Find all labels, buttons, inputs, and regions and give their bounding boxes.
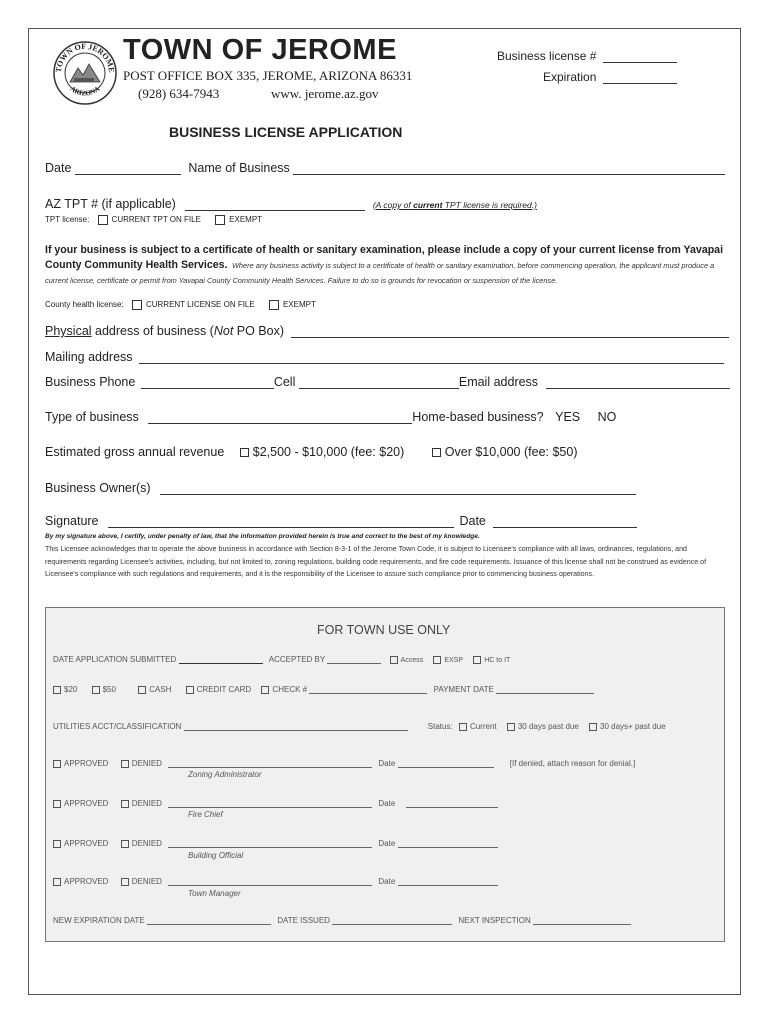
date-label: Date [378,877,396,886]
date-issued-field[interactable] [332,915,452,925]
credit-checkbox[interactable] [186,686,194,694]
tpt-exempt-checkbox[interactable] [215,215,225,225]
svg-text:TOWN OF JEROME: TOWN OF JEROME [53,41,117,74]
date-submitted-field[interactable] [179,654,263,664]
tpt-field[interactable] [185,198,365,211]
status-30plus-checkbox[interactable] [589,723,597,731]
type-row [45,410,616,424]
signature-label: Signature [45,514,99,528]
revenue-row [45,445,578,459]
license-number-field[interactable] [603,50,677,63]
signature-field[interactable] [108,515,454,528]
approval-row-fire [53,798,498,808]
approval-row-zoning [53,758,635,768]
status-30-checkbox[interactable] [507,723,515,731]
physical-label-po: PO Box) [233,324,285,338]
cash-label: CASH [149,685,172,694]
credit-label: CREDIT CARD [196,685,252,694]
role-manager: Town Manager [188,889,241,898]
county-license-row [45,300,316,310]
home-yes-option[interactable]: YES [555,410,581,424]
denied-label: DENIED [131,759,162,768]
hc-label: HC to IT [484,657,511,664]
final-row [53,915,631,925]
new-expiration-field[interactable] [147,915,271,925]
approved-label: APPROVED [64,839,109,848]
owner-row [45,481,636,495]
status-current-checkbox[interactable] [459,723,467,731]
fee20-checkbox[interactable] [53,686,61,694]
revenue-low-checkbox[interactable] [240,448,249,457]
denial-note: [If denied, attach reason for denial.] [509,759,636,768]
approved-label: APPROVED [64,877,109,886]
revenue-high-label: Over $10,000 (fee: $50) [444,445,578,459]
license-label-text: Business license # [497,49,597,63]
signature-row [45,514,637,528]
physical-address-field[interactable] [291,325,729,338]
email-field[interactable] [546,376,730,389]
payment-date-label: PAYMENT DATE [433,685,494,694]
cell-field[interactable] [299,376,459,389]
tpt-license-label: TPT license: [45,215,90,225]
zoning-signature-field[interactable] [168,758,372,768]
form-title: BUSINESS LICENSE APPLICATION [169,124,403,140]
utilities-field[interactable] [184,721,408,731]
exsp-label: EXSP [444,657,464,664]
revenue-low-label: $2,500 - $10,000 (fee: $20) [252,445,405,459]
submitted-row [53,654,510,664]
denied-checkbox[interactable] [121,878,129,886]
mailing-label: Mailing address [45,350,133,364]
phone-row [45,375,730,389]
county-on-file-checkbox[interactable] [132,300,142,310]
role-fire: Fire Chief [188,810,223,819]
revenue-high-checkbox[interactable] [432,448,441,457]
fee20-label: $20 [64,685,78,694]
next-inspection-label: NEXT INSPECTION [458,916,531,925]
tpt-on-file-label: CURRENT TPT ON FILE [111,215,201,225]
approved-checkbox[interactable] [53,878,61,886]
mailing-address-row [45,350,724,364]
denied-checkbox[interactable] [121,800,129,808]
fee50-checkbox[interactable] [92,686,100,694]
manager-signature-field[interactable] [168,876,372,886]
approved-checkbox[interactable] [53,840,61,848]
date-label: Date [378,839,396,848]
tpt-on-file-checkbox[interactable] [98,215,108,225]
check-number-field[interactable] [309,684,427,694]
cash-checkbox[interactable] [138,686,146,694]
denied-checkbox[interactable] [121,840,129,848]
approval-row-building [53,838,498,848]
town-phone: (928) 634-7943 [138,86,220,101]
approved-checkbox[interactable] [53,760,61,768]
physical-label-underlined: Physical [45,324,92,338]
town-use-title: FOR TOWN USE ONLY [317,623,451,637]
tpt-exempt-label: EXEMPT [229,215,263,225]
tpt-row [45,197,537,211]
email-label: Email address [458,375,539,389]
date-label: Date [378,799,396,808]
cell-label: Cell [273,375,296,389]
county-exempt-label: EXEMPT [282,300,316,310]
status-30-label: 30 days past due [517,722,579,731]
approved-label: APPROVED [64,799,109,808]
business-name-label: Name of Business [188,161,290,175]
accepted-by-label: ACCEPTED BY [268,655,326,664]
building-date-field[interactable] [398,838,498,848]
county-on-file-label: CURRENT LICENSE ON FILE [145,300,255,310]
signature-date-label: Date [459,514,486,528]
expiration-label-text: Expiration [543,70,597,84]
tpt-note [373,200,537,210]
svg-text:ARIZONA: ARIZONA [68,84,102,98]
tpt-note-prefix: (A copy of [372,200,414,210]
home-no-option[interactable]: NO [597,410,617,424]
home-based-label: Home-based business? [412,410,544,424]
expiration-field[interactable] [603,71,677,84]
check-label: CHECK # [272,685,308,694]
type-label: Type of business [45,410,139,424]
denied-label: DENIED [131,839,162,848]
check-checkbox[interactable] [261,686,269,694]
county-license-label: County health license: [45,300,124,310]
next-inspection-field[interactable] [533,915,631,925]
tpt-license-row [45,215,262,225]
denied-label: DENIED [131,799,162,808]
date-field[interactable] [75,162,181,175]
approved-label: APPROVED [64,759,109,768]
business-phone-field[interactable] [141,376,274,389]
expiration-label [543,70,677,84]
county-exempt-checkbox[interactable] [269,300,279,310]
accepted-by-field[interactable] [327,654,381,664]
town-name: TOWN OF JEROME [123,34,397,66]
certify-text: By my signature above, I certify, under penalty of law, that the information provided herein is true and correct to the best of my knowledge. [45,533,480,540]
status-current-label: Current [469,722,497,731]
date-label: Date [378,759,396,768]
signature-date-field[interactable] [493,515,637,528]
business-name-field[interactable] [293,162,725,175]
utilities-label: UTILITIES ACCT/CLASSIFICATION [53,722,182,731]
utilities-row [53,721,666,731]
payment-row [53,684,594,694]
tpt-label: AZ TPT # (if applicable) [45,197,176,211]
hc-checkbox[interactable] [473,656,481,664]
denied-label: DENIED [131,877,162,886]
legal-text: This Licensee acknowledges that to operate the above business in accordance with Section 8-3-1 of the Jerome Town Code, it is subject to Licensee's compliance with all laws, ordinances, regulations, and requirements regarding Licensee's activities, including, but not limited to, zoning regulations, building code requirements, and fire code requirements. Issuance of this license shall not be construed as evidence of Licensee's compliance with such regulations and requirements, and it is the responsibility of the Licensee to assure such compliance prior to commencing business operations. [45,545,707,578]
town-address: POST OFFICE BOX 335, JEROME, ARIZONA 86331 [123,68,413,83]
owner-label: Business Owner(s) [45,481,151,495]
approved-checkbox[interactable] [53,800,61,808]
access-label: Access [400,657,424,664]
role-zoning: Zoning Administrator [188,770,262,779]
type-field[interactable] [148,411,412,424]
health-italic-text: Where any business activity is subject to a certificate of health or sanitary examination, before commencing operation, the applicant must produce a current license, certificate or permit from Yavapai County Community Health Services. Failure to do so is grounds for revocation or suspension of the license. [45,261,715,285]
date-submitted-label: DATE APPLICATION SUBMITTED [53,655,177,664]
exsp-checkbox[interactable] [433,656,441,664]
fee50-label: $50 [102,685,116,694]
payment-date-field[interactable] [496,684,594,694]
owner-field[interactable] [160,482,636,495]
physical-label-not: Not [213,324,234,338]
date-label: Date [45,161,72,175]
town-seal-icon [52,40,118,106]
fire-signature-field[interactable] [168,798,372,808]
approval-row-manager [53,876,498,886]
status-label: Status: [427,722,453,731]
status-30plus-label: 30 days+ past due [600,722,666,731]
physical-label-rest: address of business ( [91,324,214,338]
tpt-note-current: current [413,200,443,210]
date-row [45,161,725,175]
new-expiration-label: NEW EXPIRATION DATE [53,916,145,925]
physical-address-row [45,324,729,338]
manager-date-field[interactable] [398,876,498,886]
revenue-label: Estimated gross annual revenue [45,445,225,459]
tpt-note-suffix: TPT license is required.) [442,200,537,210]
health-notice [45,242,725,287]
building-signature-field[interactable] [168,838,372,848]
mailing-address-field[interactable] [139,351,724,364]
zoning-date-field[interactable] [398,758,494,768]
business-phone-label: Business Phone [45,375,136,389]
access-checkbox[interactable] [390,656,398,664]
role-building: Building Official [188,851,244,860]
license-number-label [497,49,677,63]
health-bold-text: If your business is subject to a certificate of health or sanitary examination, please include a copy of your current license from Yavapai County Community Health Services. [45,244,724,271]
fire-date-field[interactable] [406,798,498,808]
town-website: www. jerome.az.gov [271,86,379,101]
date-issued-label: DATE ISSUED [277,916,330,925]
denied-checkbox[interactable] [121,760,129,768]
